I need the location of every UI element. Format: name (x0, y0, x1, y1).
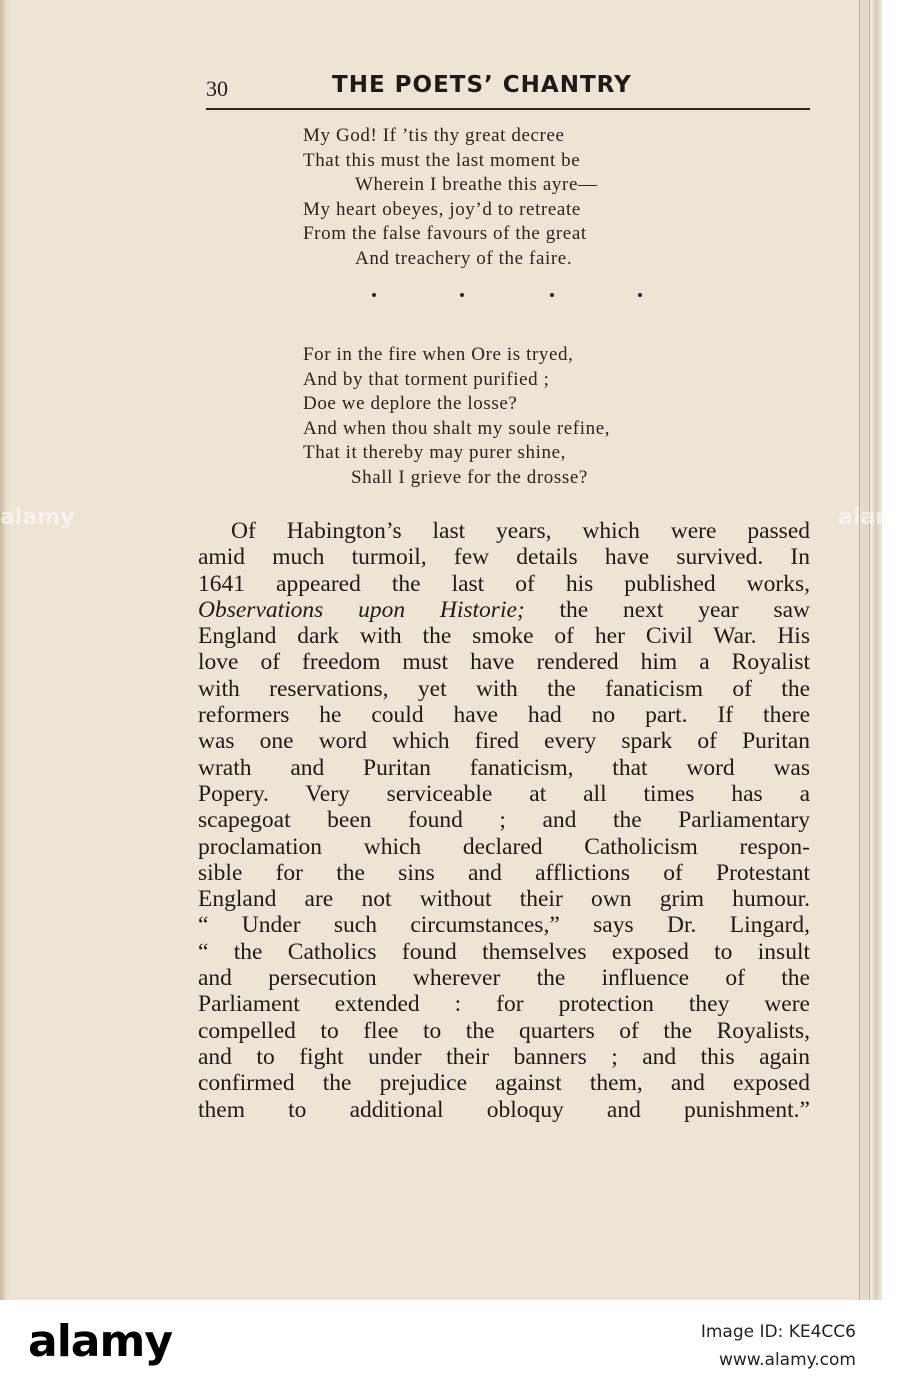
stock-footer (0, 1300, 882, 1390)
prose-line: Popery. Very serviceable at all times has a (198, 780, 810, 807)
prose-line: “ the Catholics found themselves exposed to insult (198, 938, 810, 965)
prose-line: reformers he could have had no part. If there (198, 702, 810, 729)
prose-text: the next year saw (524, 596, 810, 623)
page-number: 30 (206, 76, 228, 101)
prose-line: love of freedom must have rendered him a Royalist (198, 649, 810, 676)
prose-line: 1641 appeared the last of his published works, (198, 570, 810, 597)
verse-line: Shall I grieve for the drosse? (351, 466, 588, 488)
dot (638, 293, 642, 297)
image-id: Image ID: KE4CC6 (700, 1322, 856, 1342)
prose-line: Parliament extended : for protection they were (198, 991, 810, 1018)
prose-line: amid much turmoil, few details have survived. In (198, 544, 810, 571)
prose-line: them to additional obloquy and punishment.” (198, 1096, 810, 1123)
dot (372, 293, 376, 297)
dot (460, 293, 464, 297)
verse-line: Doe we deplore the losse? (303, 393, 518, 414)
prose-line: was one word which fired every spark of Puritan (198, 728, 810, 755)
verse-line: And by that torment purified ; (303, 368, 550, 390)
prose-line: scapegoat been found ; and the Parliamentary (198, 807, 810, 834)
verse-line: From the false favours of the great (303, 223, 587, 244)
prose-line: wrath and Puritan fanaticism, that word was (198, 754, 810, 781)
verse-line: My God! If ’tis thy great decree (303, 125, 565, 146)
verse-stanza-1 (303, 124, 598, 271)
header-rule (206, 108, 810, 110)
verse-stanza-2 (303, 343, 610, 490)
site-url: www.alamy.com (718, 1350, 856, 1370)
verse-line: That this must the last moment be (303, 149, 581, 171)
prose-line: with reservations, yet with the fanaticism of the (198, 675, 810, 702)
alamy-logo: alamy (28, 1316, 172, 1367)
verse-line: That it thereby may purer shine, (303, 442, 566, 463)
page-header (206, 70, 810, 104)
prose-line: sible for the sins and afflictions of Protestant (198, 859, 810, 886)
prose-line: compelled to flee to the quarters of the Royalists, (198, 1017, 810, 1044)
page-edge-line (859, 0, 860, 1300)
stanza-break-dots (372, 293, 642, 307)
page-right-edge (858, 0, 882, 1300)
verse-line: Wherein I breathe this ayre— (355, 174, 598, 195)
prose-line (198, 597, 810, 623)
verse-line: And when thou shalt my soule refine, (303, 417, 611, 439)
dot (550, 293, 554, 297)
prose-line: “ Under such circumstances,” says Dr. Lingard, (198, 912, 810, 939)
prose-line: England dark with the smoke of her Civil War. His (198, 623, 810, 650)
page-edge-line (869, 0, 870, 1300)
prose-line: England are not without their own grim humour. (198, 886, 810, 913)
verse-line: For in the fire when Ore is tryed, (303, 344, 574, 365)
watermark-right: alamy (838, 505, 913, 530)
prose-line: proclamation which declared Catholicism respon- (198, 833, 810, 860)
prose-line: and to fight under their banners ; and this again (198, 1043, 810, 1070)
verse-line: My heart obeyes, joy’d to retreate (303, 198, 581, 220)
verse-line: And treachery of the faire. (355, 247, 573, 269)
running-head: THE POETS’ CHANTRY (332, 72, 632, 98)
body-paragraph (198, 518, 810, 1123)
book-title-italic: Observations upon Historie; (198, 596, 525, 623)
prose-line: and persecution wherever the influence of the (198, 965, 810, 992)
prose-line: Of Habington’s last years, which were passed (231, 518, 810, 544)
watermark-left: alamy (0, 505, 75, 530)
page-left-edge (0, 0, 10, 1300)
prose-line: confirmed the prejudice against them, and exposed (198, 1070, 810, 1097)
